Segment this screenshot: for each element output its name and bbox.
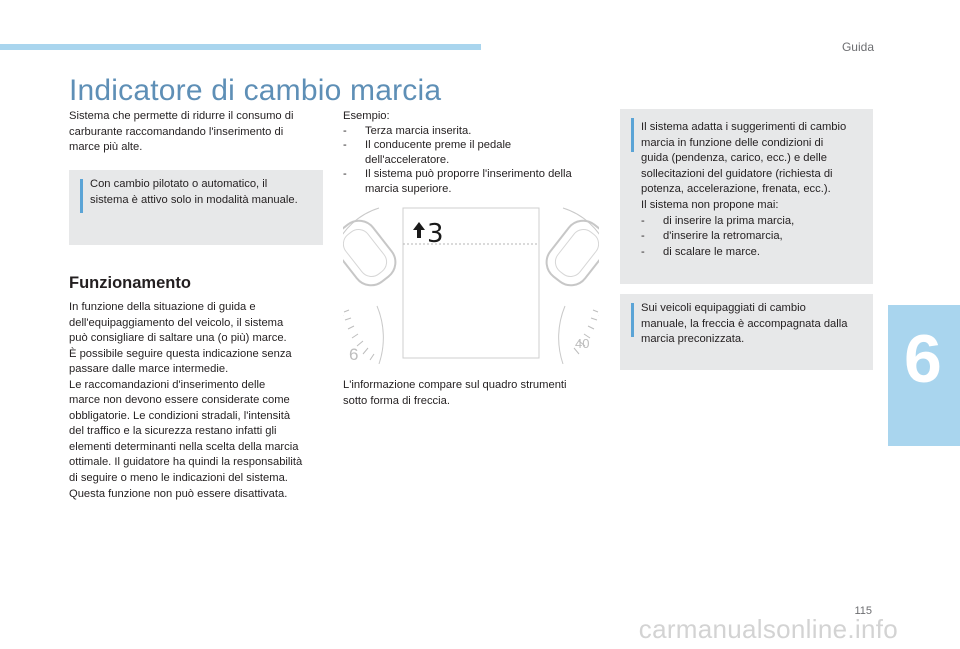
example-label: Esempio: xyxy=(343,110,390,122)
body-line: È possibile seguire questa indicazione senza xyxy=(69,347,292,360)
note-marker xyxy=(80,179,83,213)
body-line: Questa funzione non può essere disattivata. xyxy=(69,487,288,500)
body-line: passare dalle marce intermedie. xyxy=(69,363,229,376)
note-line: sollecitazioni del guidatore (richiesta di xyxy=(641,167,833,180)
example-list xyxy=(343,124,572,197)
chapter-tab xyxy=(888,305,960,446)
section-label: Guida xyxy=(841,40,874,54)
caption-line: sotto forma di freccia. xyxy=(343,394,450,407)
note-line: Il sistema non propone mai: xyxy=(641,198,779,211)
note-line: manuale, la freccia è accompagnata dalla xyxy=(641,317,848,330)
note-line: Il sistema adatta i suggerimenti di cambio xyxy=(641,121,847,133)
note-line: guida (pendenza, carico, ecc.) e delle xyxy=(641,152,827,165)
cluster-drawing xyxy=(343,198,599,364)
instrument-cluster-illustration xyxy=(343,198,599,364)
note-line: potenza, accelerazione, frenata, ecc.). xyxy=(641,183,831,196)
list-item: - di inserire la prima marcia, xyxy=(641,214,794,230)
caption-line: L'informazione compare sul quadro strumenti xyxy=(343,379,567,391)
list-item: - d'inserire la retromarcia, xyxy=(641,229,794,245)
body-line: elementi determinanti nella scelta della marcia xyxy=(69,440,299,453)
intro-paragraph xyxy=(69,109,293,156)
note-text xyxy=(641,301,847,348)
recommended-gear-digit: 3 xyxy=(427,219,444,249)
body-line: marce non devono essere considerate come xyxy=(69,394,290,407)
note-marker xyxy=(631,303,634,337)
note-box-adaptation xyxy=(620,109,873,284)
note-box-manual-gearbox xyxy=(620,294,873,370)
list-item: - Il sistema può proporre l'inserimento della marcia superiore. xyxy=(343,167,572,196)
page-number: 115 xyxy=(854,605,872,617)
intro-line: marce più alte. xyxy=(69,141,143,154)
page-title: Indicatore di cambio marcia xyxy=(69,74,442,107)
note-line: marcia preconizzata. xyxy=(641,333,745,346)
body-line: ottimale. Il guidatore ha quindi la responsabilità xyxy=(69,456,303,469)
note-marker xyxy=(631,118,634,152)
illustration-caption xyxy=(343,378,567,409)
body-line: In funzione della situazione di guida e xyxy=(69,301,256,313)
chapter-number: 6 xyxy=(904,321,942,397)
body-line: può consigliare di saltare una (o più) marce. xyxy=(69,332,287,345)
body-paragraph xyxy=(69,300,302,502)
body-line: Le raccomandazioni d'inserimento delle xyxy=(69,378,266,391)
watermark: carmanualsonline.info xyxy=(638,614,898,644)
note-box-manual-mode xyxy=(69,170,323,245)
intro-line: Sistema che permette di ridurre il consumo di xyxy=(69,110,294,122)
note-line: marcia in funzione delle condizioni di xyxy=(641,136,824,149)
note-line: sistema è attivo solo in modalità manuale. xyxy=(90,193,298,206)
intro-line: carburante raccomandando l'inserimento di xyxy=(69,125,284,138)
note-text xyxy=(641,120,846,214)
body-line: dell'equipaggiamento del veicolo, il sistema xyxy=(69,316,284,329)
dial-tick-label-right: 40 xyxy=(575,336,590,351)
note-line: Sui veicoli equipaggiati di cambio xyxy=(641,302,806,314)
list-item: - di scalare le marce. xyxy=(641,245,794,261)
list-item: - Il conducente preme il pedale dell'acceleratore. xyxy=(343,138,572,167)
list-item: - Terza marcia inserita. xyxy=(343,124,572,139)
note-line: Con cambio pilotato o automatico, il xyxy=(90,178,268,190)
header-color-bar xyxy=(0,44,481,50)
body-line: obbligatorie. Le condizioni stradali, l'intensità xyxy=(69,409,291,422)
body-line: del traffico e la sicurezza restano infatti gli xyxy=(69,425,277,438)
section-heading: Funzionamento xyxy=(69,274,191,292)
body-line: di seguire o meno le indicazioni del sistema. xyxy=(69,472,288,485)
note-text xyxy=(90,177,298,208)
dial-tick-label-left: 6 xyxy=(349,345,359,364)
note-list xyxy=(641,214,794,261)
